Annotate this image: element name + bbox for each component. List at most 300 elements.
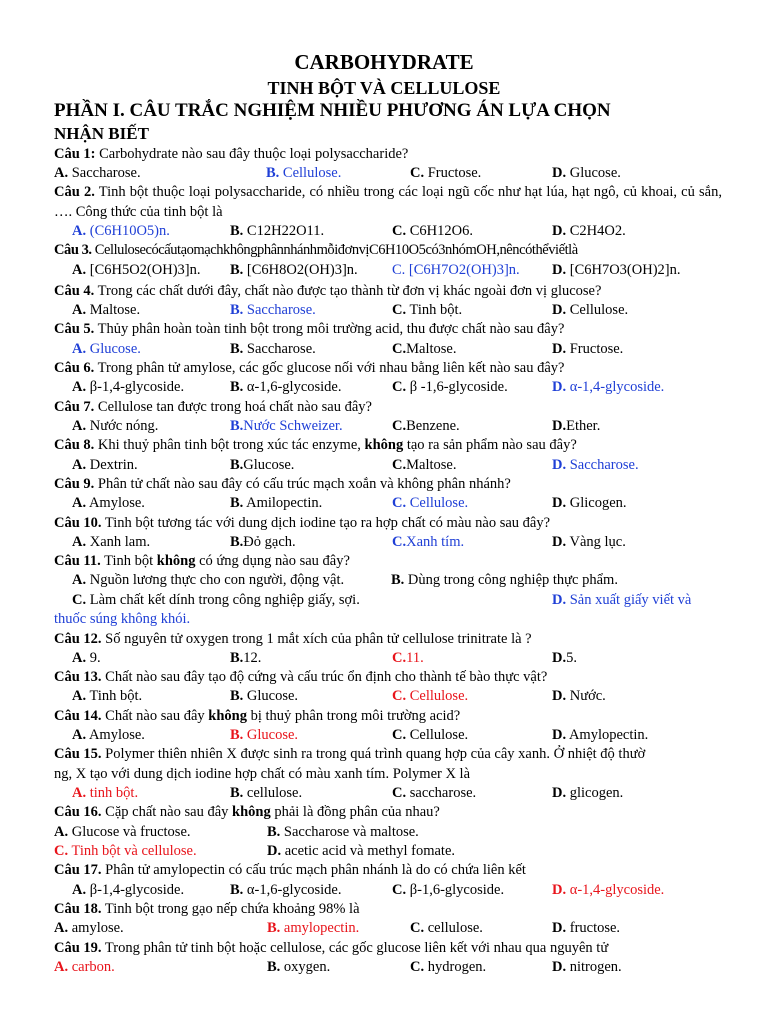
- option-d: [552, 301, 628, 321]
- option-c: [392, 456, 456, 476]
- text-q15-a: tinh bột.: [89, 785, 139, 801]
- text-q8-a: Dextrin.: [89, 457, 138, 473]
- text-q1-text: Carbohydrate nào sau đây thuộc loại polysaccharide?: [99, 146, 409, 162]
- text-letters-b: B.: [230, 457, 244, 473]
- text-q11-a: Nguồn lương thực cho con người, động vật.: [89, 572, 345, 588]
- option-a: [72, 417, 158, 437]
- text-q12-label: Câu 12.: [54, 631, 102, 647]
- text-q5-d: Fructose.: [569, 341, 624, 357]
- text-q18-text: Tinh bột trong gạo nếp chứa khoảng 98% là: [104, 901, 360, 917]
- text-q1-b: Cellulose.: [282, 165, 342, 181]
- text-q7-c: Benzene.: [406, 418, 460, 434]
- text-q18-a: amylose.: [71, 920, 124, 936]
- text-q2-a: (C6H10O5)n.: [89, 223, 170, 239]
- text-q11-c: Làm chất kết dính trong công nghiệp giấy, sợi.: [89, 592, 360, 608]
- text-q13-a: Tinh bột.: [89, 688, 143, 704]
- text-letters-b: B.: [230, 379, 244, 395]
- level-heading: NHẬN BIẾT: [54, 124, 149, 143]
- text-q11-text_pre: Tinh bột: [104, 553, 154, 569]
- text-letters-a: A.: [72, 457, 87, 473]
- text-q12-c: 11.: [406, 650, 424, 666]
- option-c-answer: [392, 533, 464, 553]
- option-b: [230, 784, 302, 804]
- text-q16-text_bold: không: [232, 804, 271, 820]
- text-letters-b: B.: [391, 572, 405, 588]
- text-q7-text: Cellulose tan được trong hoá chất nào sau đây?: [97, 399, 372, 415]
- text-q11-b: Dùng trong công nghiệp thực phẩm.: [407, 572, 618, 588]
- option-b: [230, 340, 316, 360]
- text-q8-text_bold: không: [364, 437, 404, 453]
- option-b: [230, 649, 261, 669]
- text-q9-d: Glicogen.: [569, 495, 627, 511]
- option-c: [410, 958, 486, 978]
- option-d: [552, 649, 577, 669]
- option-d-answer: [552, 881, 664, 901]
- text-letters-a: A.: [72, 688, 87, 704]
- text-q16-b: Saccharose và maltose.: [283, 824, 419, 840]
- text-letters-d: D.: [552, 688, 567, 704]
- option-d: [552, 417, 600, 437]
- text-q9-a: Amylose.: [88, 495, 145, 511]
- option-c: [392, 378, 508, 398]
- option-b-answer: [266, 164, 341, 184]
- option-b: [391, 571, 618, 591]
- text-letters-d: D.: [552, 165, 567, 181]
- text-q15-c: saccharose.: [409, 785, 477, 801]
- text-q6-b: α-1,6-glycoside.: [246, 379, 342, 395]
- text-letters-c: C.: [392, 457, 407, 473]
- text-q6-label: Câu 6.: [54, 360, 95, 376]
- text-letters-c: C.: [392, 302, 407, 318]
- text-letters-c: C.: [392, 534, 407, 550]
- text-q9-c: Cellulose.: [409, 495, 469, 511]
- text-q17-label: Câu 17.: [54, 862, 102, 878]
- text-q14-text_pre: Chất nào sau đây: [105, 708, 205, 724]
- text-letters-b: B.: [230, 495, 244, 511]
- text-letters-b: B.: [266, 165, 280, 181]
- option-c-answer: [54, 842, 197, 862]
- text-q2-c: C6H12O6.: [409, 223, 473, 239]
- text-letters-d: D.: [552, 959, 567, 975]
- text-q4-text: Trong các chất dưới đây, chất nào được tạo thành từ đơn vị khác ngoài đơn vị glucose?: [97, 283, 602, 299]
- text-letters-d: D.: [552, 592, 567, 608]
- text-q14-c: Cellulose.: [409, 727, 469, 743]
- question-8: [54, 436, 722, 456]
- text-q18-label: Câu 18.: [54, 901, 102, 917]
- option-a-answer: [54, 958, 115, 978]
- text-q3-label: Câu 3.: [54, 242, 92, 258]
- question-1: [54, 145, 722, 165]
- text-q10-text: Tinh bột tương tác với dung dịch iodine tạo ra hợp chất có màu nào sau đây?: [104, 515, 551, 531]
- text-q2-b: C12H22O11.: [246, 223, 325, 239]
- text-q11-text_bold: không: [156, 553, 196, 569]
- text-q8-c: Maltose.: [406, 457, 457, 473]
- option-c-answer: [392, 261, 520, 281]
- text-letters-c: C.: [410, 920, 425, 936]
- question-17: [54, 861, 722, 881]
- text-letters-c: C.: [392, 727, 407, 743]
- text-q6-text: Trong phân tử amylose, các gốc glucose nối với nhau bằng liên kết nào sau đây?: [97, 360, 565, 376]
- text-q16-text_post: phải là đồng phân của nhau?: [274, 804, 440, 820]
- text-letters-c: C.: [392, 650, 407, 666]
- option-a: [54, 164, 141, 184]
- text-letters-b: B.: [230, 223, 244, 239]
- text-q9-label: Câu 9.: [54, 476, 95, 492]
- text-q19-a: carbon.: [71, 959, 115, 975]
- text-letters-c: C.: [392, 418, 407, 434]
- option-a: [72, 261, 200, 281]
- text-q14-text_bold: không: [208, 708, 247, 724]
- option-b: [230, 494, 322, 514]
- option-d: [552, 261, 680, 281]
- text-q5-label: Câu 5.: [54, 321, 95, 337]
- text-letters-d: D.: [552, 920, 567, 936]
- text-letters-d: D.: [552, 379, 567, 395]
- text-letters-a: A.: [72, 785, 87, 801]
- option-d: [552, 687, 606, 707]
- text-letters-d: D.: [552, 650, 567, 666]
- text-q18-c: cellulose.: [427, 920, 483, 936]
- text-q17-b: α-1,6-glycoside.: [246, 882, 342, 898]
- text-q12-text: Số nguyên tử oxygen trong 1 mắt xích của phân tử cellulose trinitrate là ?: [105, 631, 532, 647]
- text-q10-d: Vàng lục.: [569, 534, 626, 550]
- text-q4-b: Saccharose.: [246, 302, 316, 318]
- text-letters-b: B.: [267, 824, 281, 840]
- option-b-answer: [267, 919, 359, 939]
- text-letters-c: C.: [410, 959, 425, 975]
- question-6: [54, 359, 722, 379]
- text-q3-d: [C6H7O3(OH)2]n.: [569, 262, 681, 278]
- question-3: [54, 241, 722, 261]
- text-q9-text: Phân tử chất nào sau đây có cấu trúc mạch xoắn và không phân nhánh?: [97, 476, 511, 492]
- text-letters-b: B.: [230, 418, 244, 434]
- text-letters-d: D.: [552, 882, 567, 898]
- option-a: [72, 301, 140, 321]
- text-q15-label: Câu 15.: [54, 746, 102, 762]
- option-d: [552, 958, 622, 978]
- text-letters-c: C.: [72, 592, 87, 608]
- text-letters-c: C.: [392, 882, 407, 898]
- option-d-answer: [552, 591, 691, 611]
- text-q14-a: Amylose.: [88, 727, 145, 743]
- text-q7-a: Nước nóng.: [89, 418, 159, 434]
- text-letters-a: A.: [72, 262, 87, 278]
- option-c: [392, 301, 462, 321]
- text-letters-a: A.: [72, 882, 87, 898]
- text-q16-d: acetic acid và methyl fomate.: [284, 843, 456, 859]
- option-d: [552, 533, 626, 553]
- document-subtitle: TINH BỘT VÀ CELLULOSE: [267, 78, 501, 98]
- text-q5-b: Saccharose.: [246, 341, 316, 357]
- text-letters-b: B.: [230, 882, 244, 898]
- option-a: [54, 823, 191, 843]
- option-a: [54, 919, 124, 939]
- option-a: [72, 687, 142, 707]
- text-letters-d: D.: [552, 262, 567, 278]
- option-d: [552, 222, 626, 242]
- question-15-continued: [54, 765, 722, 785]
- text-letters-a: A.: [54, 824, 69, 840]
- text-q17-a: β-1,4-glycoside.: [89, 882, 185, 898]
- text-q3-a: [C6H5O2(OH)3]n.: [89, 262, 201, 278]
- option-b-answer: [230, 726, 298, 746]
- option-d: [267, 842, 455, 862]
- text-q14-d: Amylopectin.: [568, 727, 649, 743]
- text-q5-a: Glucose.: [89, 341, 141, 357]
- text-letters-b: B.: [230, 650, 244, 666]
- text-q16-text_pre: Cặp chất nào sau đây: [105, 804, 229, 820]
- text-letters-a: A.: [72, 727, 87, 743]
- text-q11-d_line1: Sản xuất giấy viết và: [569, 592, 692, 608]
- option-b: [230, 456, 294, 476]
- text-letters-b: B.: [230, 785, 244, 801]
- option-a-answer: [72, 340, 141, 360]
- option-b: [230, 261, 358, 281]
- text-letters-b: B.: [267, 959, 281, 975]
- text-letters-c: C.: [392, 262, 406, 278]
- option-a: [72, 378, 184, 398]
- option-b: [230, 881, 342, 901]
- part-heading: PHẦN I. CÂU TRẮC NGHIỆM NHIỀU PHƯƠNG ÁN LỰA CHỌN: [54, 100, 611, 121]
- option-a: [72, 494, 145, 514]
- text-letters-a: A.: [72, 650, 87, 666]
- option-d: [552, 919, 620, 939]
- option-a-answer: [72, 222, 170, 242]
- text-q1-d: Glucose.: [569, 165, 621, 181]
- text-q13-text: Chất nào sau đây tạo độ cứng và cấu trúc ổn định cho thành tế bào thực vật?: [105, 669, 548, 685]
- text-q10-b: Đỏ gạch.: [243, 534, 296, 550]
- text-letters-a: A.: [72, 418, 87, 434]
- text-letters-c: C.: [392, 688, 407, 704]
- text-letters-d: D.: [552, 418, 567, 434]
- text-q10-c: Xanh tím.: [406, 534, 465, 550]
- text-letters-b: B.: [230, 302, 244, 318]
- question-7: [54, 398, 722, 418]
- text-letters-d: D.: [552, 302, 567, 318]
- text-q19-d: nitrogen.: [569, 959, 622, 975]
- text-q8-text_pre: Khi thuỷ phân tinh bột trong xúc tác enzyme,: [97, 437, 361, 453]
- option-d-answer: [552, 456, 639, 476]
- text-q12-d: 5.: [566, 650, 577, 666]
- text-q13-d: Nước.: [569, 688, 606, 704]
- option-c: [410, 164, 481, 184]
- option-a: [72, 533, 150, 553]
- option-b: [230, 533, 296, 553]
- text-letters-d: D.: [267, 843, 282, 859]
- text-q19-b: oxygen.: [283, 959, 331, 975]
- option-c: [392, 340, 456, 360]
- option-a: [72, 649, 101, 669]
- text-q6-d: α-1,4-glycoside.: [569, 379, 665, 395]
- option-c: [392, 726, 468, 746]
- text-letters-b: B.: [230, 262, 244, 278]
- text-letters-c: C.: [392, 495, 407, 511]
- text-q4-c: Tinh bột.: [409, 302, 463, 318]
- question-11-option-d-continued: [54, 610, 722, 630]
- text-q3-b: [C6H8O2(OH)3]n.: [246, 262, 358, 278]
- text-q2-text: Tinh bột thuộc loại polysaccharide, có nhiều trong các loại ngũ cốc như hạt lúa, hạt ngô, củ khoai, củ sắn, …. Công thức của tinh bột là: [54, 184, 722, 220]
- option-a: [72, 881, 184, 901]
- option-d: [552, 340, 623, 360]
- text-q4-d: Cellulose.: [569, 302, 629, 318]
- option-c: [72, 591, 360, 611]
- text-letters-a: A.: [54, 165, 69, 181]
- text-q17-text: Phân tử amylopectin có cấu trúc mạch phân nhánh là do có chứa liên kết: [105, 862, 526, 878]
- question-14: [54, 707, 722, 727]
- option-d-answer: [552, 378, 664, 398]
- question-4: [54, 282, 722, 302]
- text-q15-text_line1: Polymer thiên nhiên X được sinh ra trong quá trình quang hợp của cây xanh. Ở nhiệt độ thườ: [105, 746, 646, 762]
- option-c: [392, 222, 473, 242]
- option-d: [552, 164, 621, 184]
- option-c: [392, 784, 476, 804]
- text-q19-c: hydrogen.: [427, 959, 487, 975]
- text-q2-d: C2H4O2.: [569, 223, 626, 239]
- text-q4-label: Câu 4.: [54, 283, 95, 299]
- text-q11-d_line2: thuốc súng không khói.: [54, 611, 191, 627]
- text-q8-d: Saccharose.: [569, 457, 639, 473]
- text-q1-label: Câu 1:: [54, 146, 96, 162]
- question-9: [54, 475, 722, 495]
- document-title: CARBOHYDRATE: [294, 50, 474, 74]
- text-q3-text: CellulosecócấutạomạchkhôngphânnhánhmỗiđơnvịC6H10O5có3nhómOH,nêncóthểviếtlà: [94, 242, 578, 258]
- question-2: [54, 183, 722, 222]
- text-q19-text: Trong phân tử tinh bột hoặc cellulose, các gốc glucose liên kết với nhau qua nguyên tử: [104, 940, 609, 956]
- text-q9-b: Amilopectin.: [246, 495, 323, 511]
- text-q13-b: Glucose.: [246, 688, 299, 704]
- text-q6-c: β -1,6-glycoside.: [409, 379, 508, 395]
- text-letters-d: D.: [552, 727, 567, 743]
- text-letters-d: D.: [552, 534, 567, 550]
- text-letters-d: D.: [552, 785, 567, 801]
- text-q17-d: α-1,4-glycoside.: [569, 882, 665, 898]
- text-q17-c: β-1,6-glycoside.: [409, 882, 505, 898]
- text-letters-d: D.: [552, 457, 567, 473]
- option-b-answer: [230, 301, 316, 321]
- text-q12-a: 9.: [89, 650, 101, 666]
- text-q14-label: Câu 14.: [54, 708, 102, 724]
- text-q10-a: Xanh lam.: [89, 534, 151, 550]
- text-q14-b: Glucose.: [246, 727, 299, 743]
- text-letters-a: A.: [54, 920, 69, 936]
- text-letters-c: C.: [392, 223, 407, 239]
- option-d: [552, 784, 623, 804]
- option-a: [72, 571, 344, 591]
- text-q16-a: Glucose và fructose.: [71, 824, 191, 840]
- option-a: [72, 456, 138, 476]
- question-15: [54, 745, 722, 765]
- option-d: [552, 726, 648, 746]
- option-c-answer: [392, 687, 468, 707]
- text-q13-label: Câu 13.: [54, 669, 102, 685]
- option-c-answer: [392, 649, 424, 669]
- text-letters-d: D.: [552, 495, 567, 511]
- text-q15-b: cellulose.: [246, 785, 303, 801]
- text-q5-c: Maltose.: [406, 341, 457, 357]
- text-q8-text_post: tạo ra sản phẩm nào sau đây?: [406, 437, 577, 453]
- text-q14-text_post: bị thuỷ phân trong môi trường acid?: [250, 708, 461, 724]
- option-b: [230, 378, 342, 398]
- text-q6-a: β-1,4-glycoside.: [89, 379, 185, 395]
- option-c: [410, 919, 483, 939]
- text-letters-b: B.: [230, 534, 244, 550]
- text-letters-a: A.: [72, 534, 87, 550]
- text-q7-label: Câu 7.: [54, 399, 95, 415]
- text-q8-b: Glucose.: [243, 457, 295, 473]
- text-q10-label: Câu 10.: [54, 515, 102, 531]
- text-q15-d: glicogen.: [569, 785, 624, 801]
- question-13: [54, 668, 722, 688]
- text-letters-d: D.: [552, 341, 567, 357]
- option-b-answer: [230, 417, 343, 437]
- text-letters-a: A.: [72, 572, 87, 588]
- text-q1-a: Saccharose.: [71, 165, 141, 181]
- text-q16-c: Tinh bột và cellulose.: [71, 843, 197, 859]
- text-letters-d: D.: [552, 223, 567, 239]
- question-16: [54, 803, 722, 823]
- option-c: [392, 417, 460, 437]
- text-letters-a: A.: [72, 495, 87, 511]
- text-q7-d: Ether.: [566, 418, 601, 434]
- text-letters-b: B.: [230, 341, 244, 357]
- option-b: [267, 823, 419, 843]
- text-letters-b: B.: [267, 920, 281, 936]
- text-letters-c: C.: [392, 341, 407, 357]
- text-letters-c: C.: [54, 843, 69, 859]
- text-letters-a: A.: [54, 959, 69, 975]
- option-c-answer: [392, 494, 468, 514]
- option-a-answer: [72, 784, 138, 804]
- text-q4-a: Maltose.: [89, 302, 141, 318]
- text-q11-text_post: có ứng dụng nào sau đây?: [199, 553, 350, 569]
- text-letters-b: B.: [230, 727, 244, 743]
- text-q12-b: 12.: [243, 650, 262, 666]
- text-letters-a: A.: [72, 302, 87, 318]
- text-q5-text: Thủy phân hoàn toàn tinh bột trong môi trường acid, thu được chất nào sau đây?: [97, 321, 565, 337]
- option-b: [267, 958, 330, 978]
- option-b: [230, 222, 324, 242]
- text-letters-a: A.: [72, 379, 87, 395]
- text-letters-c: C.: [392, 379, 407, 395]
- question-19: [54, 939, 722, 959]
- text-q3-c: [C6H7O2(OH)3]n.: [408, 262, 520, 278]
- text-q18-b: amylopectin.: [283, 920, 360, 936]
- question-11: [54, 552, 722, 572]
- text-q11-label: Câu 11.: [54, 553, 101, 569]
- option-d: [552, 494, 627, 514]
- text-letters-a: A.: [72, 223, 87, 239]
- text-letters-b: B.: [230, 688, 244, 704]
- text-q16-label: Câu 16.: [54, 804, 102, 820]
- text-letters-a: A.: [72, 341, 87, 357]
- option-a: [72, 726, 145, 746]
- text-q7-b: Nước Schweizer.: [243, 418, 343, 434]
- option-c: [392, 881, 504, 901]
- text-q13-c: Cellulose.: [409, 688, 469, 704]
- text-q1-c: Fructose.: [427, 165, 482, 181]
- text-q8-label: Câu 8.: [54, 437, 95, 453]
- text-q2-label: Câu 2.: [54, 184, 95, 200]
- option-b: [230, 687, 298, 707]
- question-10: [54, 514, 722, 534]
- question-18: [54, 900, 722, 920]
- text-q18-d: fructose.: [569, 920, 621, 936]
- question-5: [54, 320, 722, 340]
- text-q15-text_line2: ng, X tạo với dung dịch iodine hợp chất có màu xanh tím. Polymer X là: [54, 766, 471, 782]
- text-letters-c: C.: [392, 785, 407, 801]
- text-letters-c: C.: [410, 165, 425, 181]
- text-q19-label: Câu 19.: [54, 940, 102, 956]
